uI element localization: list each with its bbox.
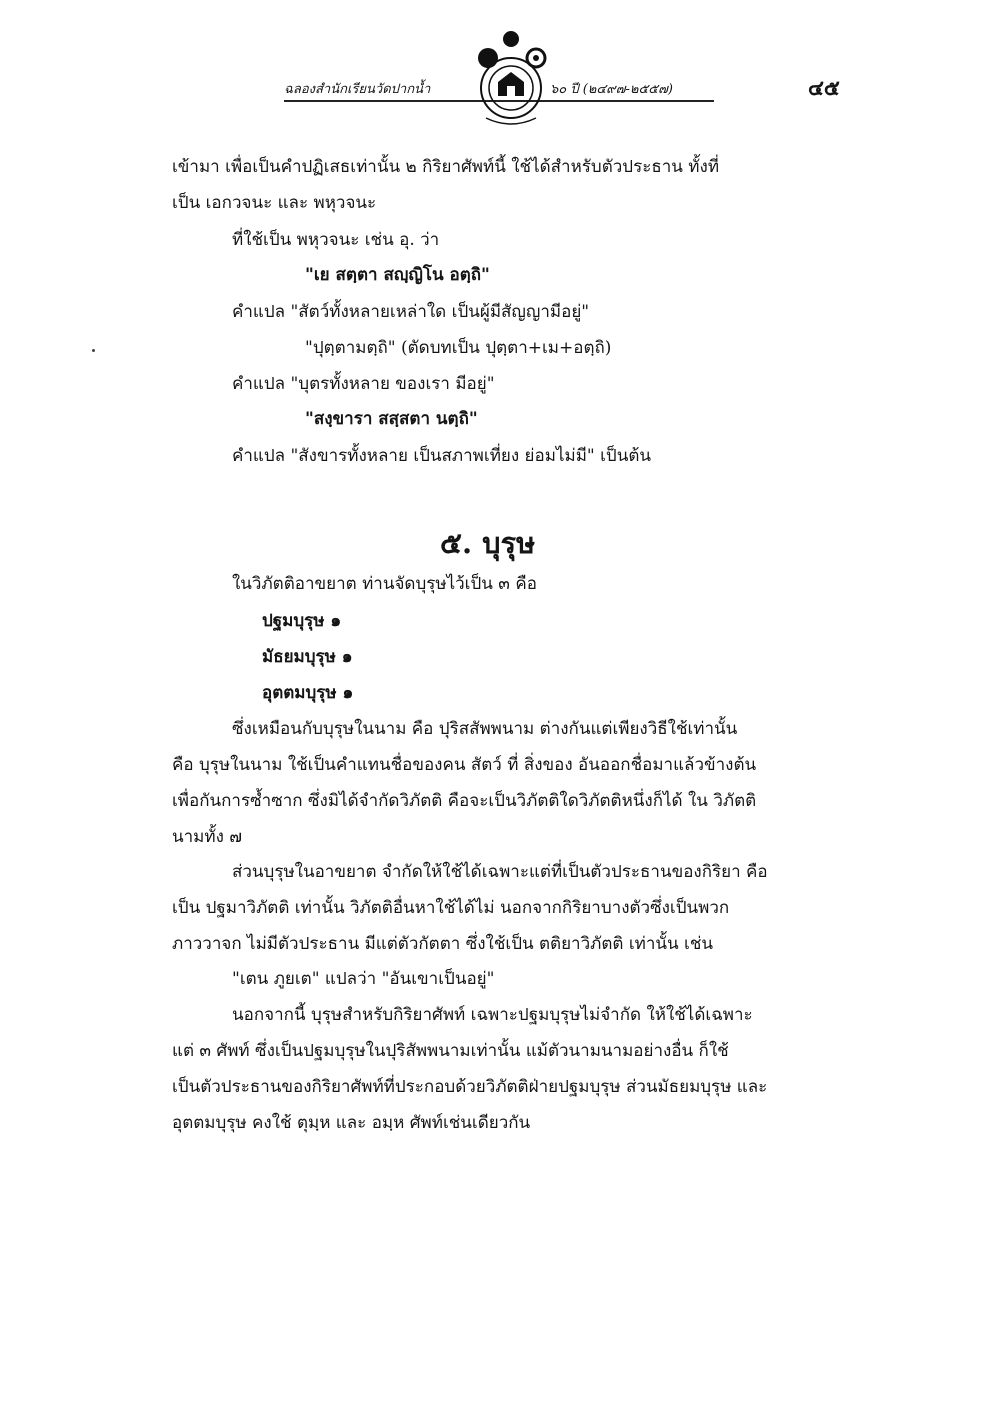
paragraph-line-5: ส่วนบุรุษในอาขยาต จำกัดให้ใช้ได้เฉพาะแต่ที่เป็นตัวประธานของกิริยา คือ [232,862,768,882]
translation-1: คำแปล "สัตว์ทั้งหลายเหล่าใด เป็นผู้มีสัญญามีอยู่" [232,302,590,322]
paragraph-line-1: ซึ่งเหมือนกับบุรุษในนาม คือ ปุริสสัพพนาม ต่างกันแต่เพียงวิธีใช้เท่านั้น [232,719,738,739]
pali-example-1: "เย สตฺตา สญฺญิโน อตฺถิ" [305,265,490,285]
paragraph-line-3: เพื่อกันการซ้ำซาก ซึ่งมิได้จำกัดวิภัตติ คือจะเป็นวิภัตติใดวิภัตติหนึ่งก็ได้ ใน วิภัตติ [172,791,757,811]
page-number: ๔๕ [808,75,840,100]
scan-speck [92,349,95,352]
text-line-3: ที่ใช้เป็น พหุวจนะ เช่น อุ. ว่า [232,230,440,250]
paragraph-line-4: นามทั้ง ๗ [172,827,243,847]
paragraph-line-9: นอกจากนี้ บุรุษสำหรับกิริยาศัพท์ เฉพาะปฐมบุรุษไม่จำกัด ให้ใช้ได้เฉพาะ [232,1005,753,1025]
section-intro: ในวิภัตติอาขยาต ท่านจัดบุรุษไว้เป็น ๓ คือ [232,574,537,594]
paragraph-line-7: ภาววาจก ไม่มีตัวประธาน มีแต่ตัวกัตตา ซึ่งใช้เป็น ตติยาวิภัตติ เท่านั้น เช่น [172,934,714,954]
header-left-title: ฉลองสำนักเรียนวัดปากน้ำ [284,82,431,97]
pali-example-3: "สงฺขารา สสฺสตา นตฺถิ" [305,409,478,429]
text-line-1: เข้ามา เพื่อเป็นคำปฏิเสธเท่านั้น ๒ กิริยาศัพท์นี้ ใช้ได้สำหรับตัวประธาน ทั้งที่ [172,157,720,177]
list-item-2: มัธยมบุรุษ ๑ [262,647,353,667]
paragraph-line-8: "เตน ภูยเต" แปลว่า "อันเขาเป็นอยู่" [232,969,495,989]
pali-example-2: "ปุตฺตามตฺถิ" (ตัดบทเป็น ปุตฺตา+เม+อตฺถิ) [305,338,612,358]
translation-3: คำแปล "สังขารทั้งหลาย เป็นสภาพเที่ยง ย่อมไม่มี" เป็นต้น [232,446,652,466]
paragraph-line-10: แต่ ๓ ศัพท์ ซึ่งเป็นปฐมบุรุษในปุริสัพพนามเท่านั้น แม้ตัวนามนามอย่างอื่น ก็ใช้ [172,1041,729,1061]
list-item-1: ปฐมบุรุษ ๑ [262,611,342,631]
list-item-3: อุตตมบุรุษ ๑ [262,683,354,703]
header-right-title: ๖๐ ปี (๒๔๙๗-๒๕๕๗) [550,82,673,97]
section-heading: ๕. บุรุษ [440,526,536,560]
translation-2: คำแปล "บุตรทั้งหลาย ของเรา มีอยู่" [232,374,495,394]
paragraph-line-2: คือ บุรุษในนาม ใช้เป็นคำแทนชื่อของคน สัตว์ ที่ สิ่งของ อันออกชื่อมาแล้วข้างต้น [172,755,757,775]
text-line-2: เป็น เอกวจนะ และ พหุวจนะ [172,193,377,213]
paragraph-line-12: อุตตมบุรุษ คงใช้ ตุมฺห และ อมฺห ศัพท์เช่นเดียวกัน [172,1113,531,1133]
paragraph-line-11: เป็นตัวประธานของกิริยาศัพท์ที่ประกอบด้วยวิภัตติฝ่ายปฐมบุรุษ ส่วนมัธยมบุรุษ และ [172,1077,768,1097]
temple-seal-logo [466,30,556,130]
paragraph-line-6: เป็น ปฐมาวิภัตติ เท่านั้น วิภัตติอื่นหาใช้ได้ไม่ นอกจากกิริยาบางตัวซึ่งเป็นพวก [172,898,730,918]
